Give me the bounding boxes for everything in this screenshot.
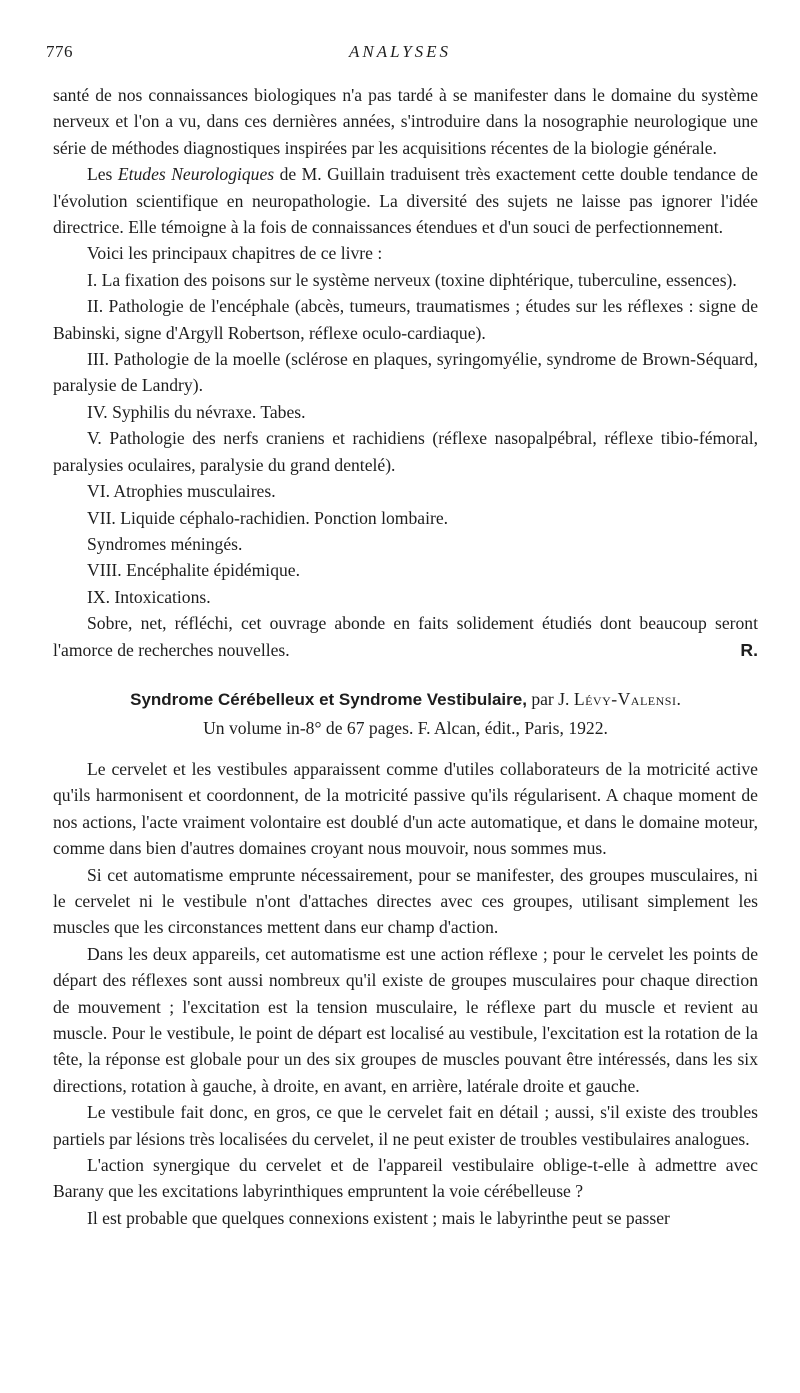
page-number: 776 <box>46 42 73 61</box>
page-body <box>53 82 758 1231</box>
text-span: Les <box>87 164 118 185</box>
book-title: Syndrome Cérébelleux et Syndrome Vestibulaire, <box>130 689 527 709</box>
review2-subtitle: Un volume in-8° de 67 pages. F. Alcan, édit., Paris, 1922. <box>203 717 608 738</box>
chapter-item: II. Pathologie de l'encéphale (abcès, tumeurs, traumatismes ; études sur les réflexes : signe de Babinski, signe d'Argyll Robertson, réflexe oculo-cardiaque). <box>53 296 758 343</box>
review2-heading <box>53 685 758 742</box>
page-header <box>46 42 754 66</box>
chapter-item: III. Pathologie de la moelle (sclérose en plaques, syringomyélie, syndrome de Brown-Séquard, paralysie de Landry). <box>53 349 758 396</box>
book-title: Etudes Neurologiques <box>117 164 275 185</box>
chapter-item: V. Pathologie des nerfs craniens et rachidiens (réflexe nasopalpébral, réflexe tibio-fémoral, paralysies oculaires, paralysie du grand dentelé). <box>53 428 758 475</box>
text-span: Sobre, net, réfléchi, cet ouvrage abonde en faits solidement étudiés dont beaucoup seront l'amorce de recherches nouvelles. <box>53 613 758 660</box>
spacer <box>53 742 758 756</box>
chapter-item: VII. Liquide céphalo-rachidien. Ponction lombaire. <box>87 507 449 528</box>
text-span: de M. Guillain traduisent très exactement cette double tendance de l'évolution scientifique en neuropathologie. La diversité des sujets ne laisse pas ignorer l'idée directrice. Elle témoigne à la fois de connaissances étendues et d'un souci de perfectionnement. <box>53 164 758 238</box>
review1-paragraph-3: Voici les principaux chapitres de ce livre : <box>87 243 383 264</box>
review2-title <box>53 685 758 714</box>
review1-paragraph-2 <box>53 161 758 240</box>
chapter-item: IV. Syphilis du névraxe. Tabes. <box>87 401 306 422</box>
chapter-item: I. La fixation des poisons sur le système nerveux (toxine diphtérique, tuberculine, essences). <box>87 269 737 290</box>
review2-paragraph: Le vestibule fait donc, en gros, ce que le cervelet fait en détail ; aussi, s'il existe des troubles partiels par lésions très localisées du cervelet, il ne peut exister de troubles vestibulaires analogues. <box>53 1102 758 1149</box>
review-signature: R. <box>740 639 758 660</box>
text-span: par J. <box>526 688 574 709</box>
chapter-item: VI. Atrophies musculaires. <box>87 481 276 502</box>
review2-paragraph: Si cet automatisme emprunte nécessairement, pour se manifester, des groupes musculaires, ni le cervelet ni le vestibule n'ont d'attaches directes avec ces groupes, utilisant simplement les muscles que les circonstances mettent dans eur champ d'action. <box>53 864 758 938</box>
running-head: ANALYSES <box>348 42 452 61</box>
chapter-item: Syndromes méningés. <box>87 533 243 554</box>
author-name: Lévy-Valensi <box>573 688 677 709</box>
review1-paragraph-1: santé de nos connaissances biologiques n'a pas tardé à se manifester dans le domaine du système nerveux et l'on a vu, dans ces dernières années, s'introduire dans la nosographie neurologique une série de méthodes diagnostiques inspirées par les acquisitions récentes de la biologie générale. <box>53 85 758 158</box>
review2-paragraph: Le cervelet et les vestibules apparaissent comme d'utiles collaborateurs de la motricité active qu'ils harmonisent et coordonnent, de la motricité passive qu'ils régularisent. A chaque moment de nos actions, l'acte vraiment volontaire est doublé d'un acte automatique, et dans le domaine moteur, comme dans bien d'autres domaines croyant nous mouvoir, nous sommes mus. <box>53 758 758 859</box>
review2-paragraph: Dans les deux appareils, cet automatisme est une action réflexe ; pour le cervelet les points de départ des réflexes sont aussi nombreux qu'il existe de groupes musculaires pour chaque direction de mouvement ; l'excitation est la tension musculaire, le réflexe part du muscle et revient au muscle. Pour le vestibule, le point de départ est localisé au vestibule, l'excitation est la rotation de la tête, la réponse est globale pour un des six groupes de muscles pouvant être intéressés, dans les six directions, rotation à gauche, à droite, en avant, en arrière, latérale droite et gauche. <box>53 943 758 1096</box>
review2-paragraph: L'action synergique du cervelet et de l'appareil vestibulaire oblige-t-elle à admettre avec Barany que les excitations labyrinthiques empruntent la voie cérébelleuse ? <box>53 1155 758 1202</box>
chapter-item: VIII. Encéphalite épidémique. <box>87 560 300 581</box>
chapter-item: IX. Intoxications. <box>87 586 211 607</box>
text-span: . <box>676 688 681 709</box>
review1-conclusion <box>53 610 758 663</box>
review2-paragraph: Il est probable que quelques connexions existent ; mais le labyrinthe peut se passer <box>87 1207 670 1228</box>
